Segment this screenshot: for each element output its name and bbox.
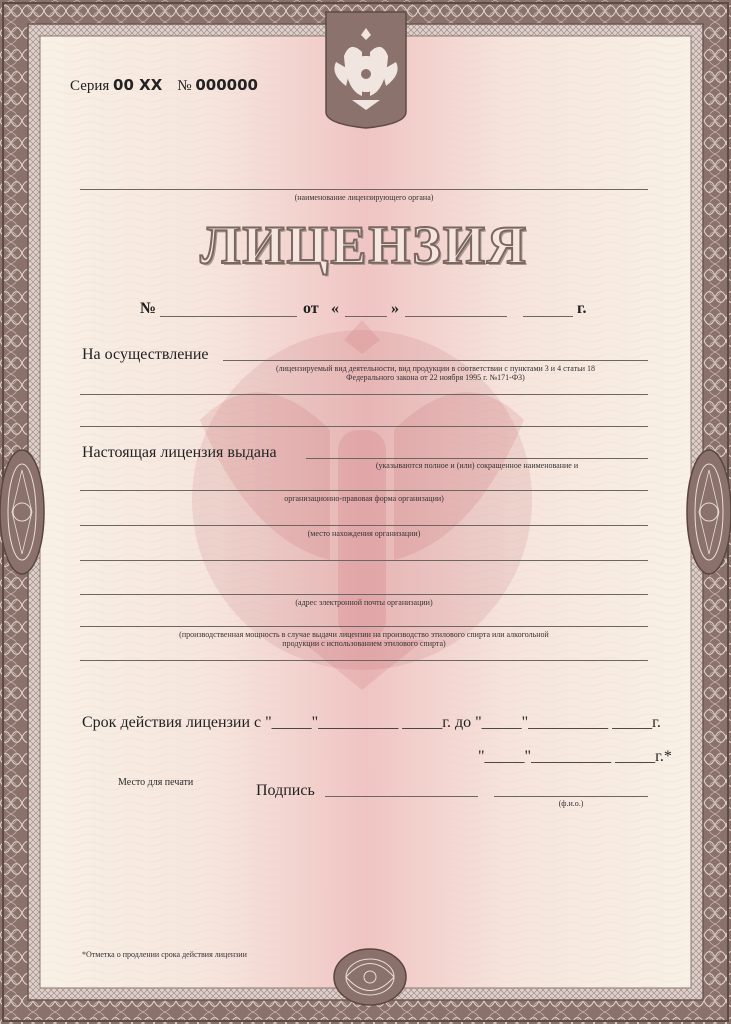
- bottom-rosette: [334, 949, 406, 1005]
- number-value: 000000: [195, 76, 258, 94]
- document-title: ЛИЦЕНЗИЯ: [200, 215, 528, 275]
- month-line: [405, 316, 507, 317]
- series-label: Серия: [70, 78, 110, 94]
- license-number-line: [160, 316, 297, 317]
- year-line: [523, 316, 573, 317]
- issued-line-2: [80, 490, 648, 491]
- issued-label: Настоящая лицензия выдана: [82, 444, 277, 461]
- right-ornament: [687, 450, 731, 574]
- issuer-caption: (наименование лицензирующего органа): [294, 193, 434, 202]
- issuer-line: [80, 189, 648, 190]
- issued-caption-1: (указываются полное и (или) сокращенное наименование и: [375, 461, 579, 470]
- open-quote: «: [331, 300, 339, 317]
- location-caption: (место нахождения организации): [307, 529, 421, 538]
- number-label: №: [177, 78, 192, 94]
- signature-line: [325, 796, 478, 797]
- coat-of-arms-emblem: [326, 12, 406, 128]
- activity-caption-2: Федерального закона от 22 ноября 1995 г. №171-ФЗ): [346, 373, 525, 382]
- capacity-caption-2: продукции с использованием этилового спирта): [282, 639, 446, 648]
- location-line-2: [80, 560, 648, 561]
- license-number-label: №: [140, 300, 157, 317]
- capacity-line: [80, 626, 648, 627]
- from-label: от: [303, 300, 319, 317]
- email-line: [80, 594, 648, 595]
- activity-label: На осуществление: [82, 346, 209, 363]
- series-number: [70, 76, 258, 95]
- capacity-line-2: [80, 660, 648, 661]
- activity-line-3: [80, 426, 648, 427]
- footnote: *Отметка о продлении срока действия лицензии: [82, 950, 247, 959]
- day-line: [345, 316, 387, 317]
- validity-row: Срок действия лицензии с "_____"__________ _____г. до "_____"__________ _____г.: [82, 714, 661, 731]
- left-ornament: [0, 450, 44, 574]
- validity-extension: "_____"__________ _____г.*: [478, 748, 672, 765]
- close-quote: »: [391, 300, 399, 317]
- activity-caption-1: (лицензируемый вид деятельности, вид продукции в соответствии с пунктами 3 и 4 статьи 18: [275, 364, 595, 373]
- activity-line: [223, 360, 648, 361]
- issued-caption-2: организационно-правовая форма организации): [284, 494, 444, 503]
- issued-line: [306, 458, 648, 459]
- activity-line-2: [80, 394, 648, 395]
- series-value: 00 XX: [113, 76, 163, 94]
- fio-line: [494, 796, 648, 797]
- capacity-caption-1: (производственная мощность в случае выдачи лицензии на производство этилового спирта или алкогольной: [179, 630, 549, 639]
- location-line: [80, 525, 648, 526]
- fio-caption: (ф.и.о.): [558, 799, 584, 808]
- year-suffix: г.: [577, 300, 587, 317]
- email-caption: (адрес электронной почты организации): [295, 598, 433, 607]
- signature-label: Подпись: [256, 782, 315, 799]
- stamp-place: Место для печати: [118, 777, 194, 788]
